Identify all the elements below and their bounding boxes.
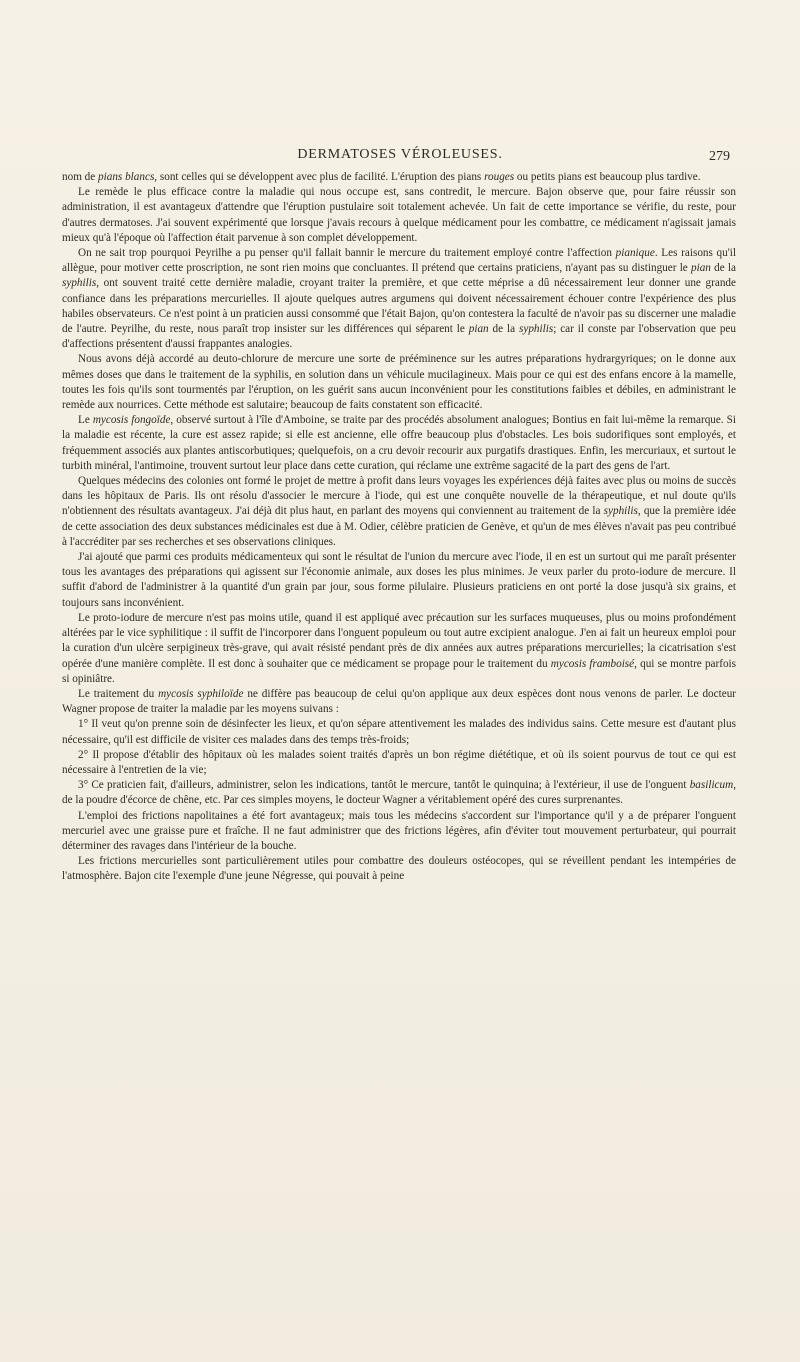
italic-term: syphilis [519, 323, 554, 336]
text-run: On ne sait trop pourquoi Peyrilhe a pu penser qu'il fallait bannir le mercure du traitement employé contre l'affection [78, 247, 616, 260]
text-run: 3° Ce praticien fait, d'ailleurs, administrer, selon les indications, tantôt le mercure, tantôt le quinquina; à l'extérieur, il use de l'onguent [78, 779, 690, 792]
paragraph [62, 246, 736, 352]
paragraph [62, 474, 736, 550]
text-run: , ont souvent traité cette dernière maladie, croyant traiter la première, et que cette méprise a dû nécessairement leur donner une grande confiance dans les préparations mercurielles. Il ajoute quelques autres argumens qui doivent nécessairement échouer contre l'expérience des plus habiles observateurs. Ce n'est point à un praticien aussi consommé que l'était Bajon, qu'on contestera la faculté de n'avoir pas su discerner une maladie de l'autre. Peyrilhe, du reste, nous paraît trop insister sur les différences qui séparent le [62, 277, 736, 336]
page-header [60, 147, 740, 167]
page-number: 279 [709, 149, 730, 164]
text-run: Le traitement du [78, 687, 159, 700]
italic-term: rouges [484, 171, 515, 183]
text-run: , de la poudre d'écorce de chêne, etc. Par ces simples moyens, le docteur Wagner a véritablement opéré des cures surprenantes. [62, 779, 736, 807]
paragraph [62, 611, 736, 687]
paragraph [62, 717, 736, 747]
italic-term: pian [691, 262, 711, 275]
paragraph [62, 185, 736, 246]
paragraph [62, 809, 736, 855]
paragraph [62, 170, 736, 185]
text-run: nom de [62, 171, 99, 183]
paragraph [62, 413, 736, 474]
paragraph [62, 352, 736, 413]
text-run: . Les raisons qu'il allègue, pour motiver cette proscription, ne sont rien moins que concluantes. Il prétend que certains praticiens, n'ayant pas su distinguer le [62, 247, 736, 275]
paragraph [62, 778, 736, 808]
text-run: ou petits pians est beaucoup plus tardive. [514, 171, 701, 183]
text-run: , qui se montre parfois si opiniâtre. [62, 657, 737, 685]
text-run: de la [710, 262, 736, 275]
text-run: ; car il conste par l'observation que peu d'affections présentent d'aussi frappantes analogies. [62, 323, 736, 351]
italic-term: pian [468, 323, 489, 336]
italic-term: mycosis fongoïde [92, 414, 171, 427]
text-run: Quelques médecins des colonies ont formé le projet de mettre à profit dans leurs voyages les expériences déjà faites avec plus ou moins de succès dans les hôpitaux de Paris. Ils ont résolu d'associer le mercure à l'iode, qui est une conquête nouvelle de la thérapeutique, et nul doute qu'ils n'obtiennent des résultats avantageux. J'ai déjà dit plus haut, en parlant des moyens qui conviennent au traitement de la [62, 475, 736, 518]
body-text [62, 170, 736, 885]
paragraph [62, 550, 736, 611]
paragraph [62, 687, 736, 717]
text-run: 2° Il propose d'établir des hôpitaux où les malades soient traités d'après un bon régime diététique, et où ils soient pourvus de tout ce qui est nécessaire à l'entretien de la vie; [62, 748, 736, 776]
text-run: J'ai ajouté que parmi ces produits médicamenteux qui sont le résultat de l'union du mercure avec l'iode, il en est un surtout qui me paraît présenter tous les avantages des préparations qui agissent sur l'économie animale, aux doses les plus minimes. Je veux parler du proto-iodure de mercure. Il suffit d'abord de l'administrer à la quantité d'un grain par jour, sous forme pilulaire. Plusieurs praticiens en ont porté la dose jusqu'à six grains, et toujours sans inconvénient. [62, 551, 736, 609]
italic-term: mycosis framboisé [550, 657, 635, 670]
italic-term: basilicum [689, 779, 734, 792]
text-run: L'emploi des frictions napolitaines a été fort avantageux; mais tous les médecins s'accordent sur l'importance qu'il y a de préparer l'onguent mercuriel avec une graisse pure et fraîche. Il ne faut administrer que des frictions légères, afin d'éviter tout mouvement perturbateur, qui pourrait déterminer des ravages dans l'intérieur de la bouche. [62, 809, 736, 852]
text-run: 1° Il veut qu'on prenne soin de désinfecter les lieux, et qu'on sépare attentivement les malades des individus sains. Cette mesure est d'autant plus nécessaire, qu'il est difficile de visiter ces malades dans des temps très-froids; [62, 718, 736, 746]
italic-term: syphilis [62, 277, 97, 290]
italic-term: syphilis [603, 505, 638, 518]
text-run: Les frictions mercurielles sont particulièrement utiles pour combattre des douleurs ostéocopes, qui se réveillent pendant les intempéries de l'atmosphère. Bajon cite l'exemple d'une jeune Négresse, qui pouvait à peine [62, 855, 736, 883]
text-run: Le proto-iodure de mercure n'est pas moins utile, quand il est appliqué avec précaution sur les surfaces muqueuses, plus ou moins profondément altérées par le vice syphilitique : il suffit de l'incorporer dans l'onguent populeum ou tout autre excipient analogue. J'en ai fait un heureux emploi pour la curation d'un ulcère serpigineux très-grave, qui avait résisté pendant près de dix années aux autres préparations mercurielles; la cicatrisation s'est opérée d'une manière complète. Il est donc à souhaiter que ce médicament se propage pour le traitement du [62, 611, 736, 670]
text-run: , sont celles qui se développent avec plus de facilité. L'éruption des pians [154, 171, 485, 183]
text-run: , observé surtout à l'île d'Amboine, se traite par des procédés absolument analogues; Bontius en fait lui-même la remarque. Si la maladie est récente, la cure est assez rapide; si elle est ancienne, elle offre beaucoup plus d'obstacles. Les bois sudorifiques sont employés, et fréquemment associés aux plantes antiscorbutiques; quelquefois, on a cru devoir recourir aux purgatifs drastiques. Enfin, les mercuriaux, et surtout le turbith minéral, l'antimoine, trouvent surtout leur place dans cette curation, qui réclame une extrême sagacité de la part des gens de l'art. [62, 414, 736, 472]
paragraph [62, 748, 736, 778]
text-run: , que la première idée de cette association des deux substances médicinales est due à M. Odier, célèbre praticien de Genève, et qu'un de mes élèves n'avait pas peu contribué à l'accréditer par ses recherches et ses observations cliniques. [62, 505, 736, 548]
italic-term: mycosis syphiloïde [158, 687, 244, 700]
text-run: Le remède le plus efficace contre la maladie qui nous occupe est, sans contredit, le mercure. Bajon observe que, pour faire réussir son administration, il est avantageux d'attendre que l'éruption pustulaire soit totalement achevée. Un fait de cette importance se vérifie, du reste, pour d'autres dermatoses. J'ai souvent expérimenté que lorsque j'avais recours à quelque médicament pour les combattre, ce médicament n'agissait jamais mieux qu'à l'époque où l'affection était parvenue à son complet développement. [62, 186, 736, 244]
text-run: de la [488, 323, 519, 336]
paragraph [62, 854, 736, 884]
running-title: DERMATOSES VÉROLEUSES. [297, 147, 503, 162]
italic-term: pianique [615, 247, 655, 260]
text-run: Nous avons déjà accordé au deuto-chlorure de mercure une sorte de prééminence sur les autres préparations hydrargyriques; on le donne aux mêmes doses que dans le traitement de la syphilis, en solution dans un véhicule mucilagineux. Mais pour ce qui est des enfans encore à la mamelle, toutes les fois qu'ils sont tourmentés par l'éruption, on les guérit sans aucun inconvénient pour les constitutions faibles et débiles, en administrant le remède aux nourrices. Cette méthode est salutaire; beaucoup de faits constatent son efficacité. [62, 353, 736, 412]
text-run: ne diffère pas beaucoup de celui qu'on applique aux deux espèces dont nous venons de parler. Le docteur Wagner propose de traiter la maladie par les moyens suivans : [62, 687, 737, 716]
italic-term: pians blancs [98, 171, 155, 183]
text-run: Le [78, 414, 93, 427]
